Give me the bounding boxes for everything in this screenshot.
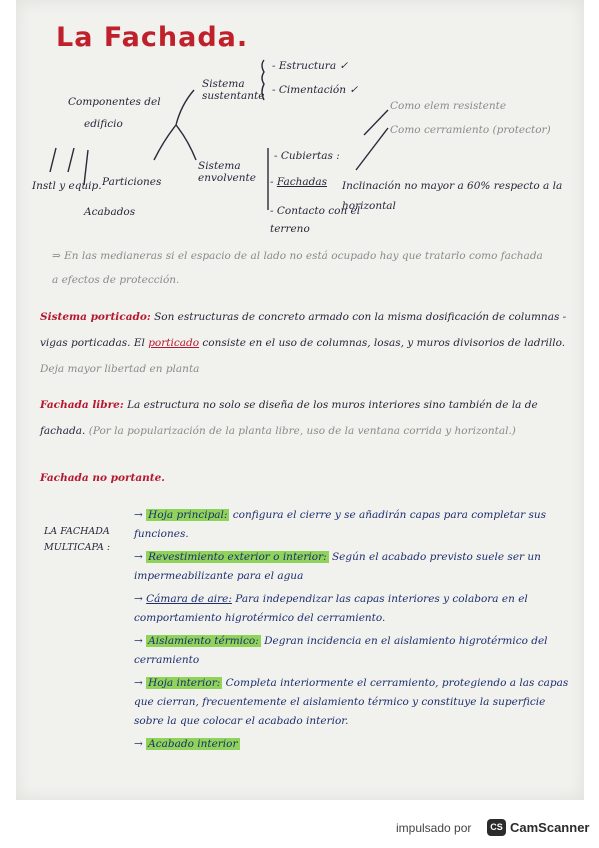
fachadas-bullet: - Fachadas xyxy=(270,176,327,188)
porticado-text-1: Son estructuras de concreto armado con la misma dosificación de xyxy=(154,311,506,323)
item-2-head: Revestimiento exterior o interior: xyxy=(148,551,327,563)
item-3-head: Cámara de aire: xyxy=(146,593,232,605)
camscanner-brand: CamScanner xyxy=(510,820,590,835)
multicapa-label: LA FACHADA MULTICAPA : xyxy=(44,526,111,553)
resistente-label: Como elem resistente xyxy=(390,100,507,112)
sistema-sustentante-label: Sistema sustentante xyxy=(202,78,265,102)
multicapa-item-4: → Aislamiento térmico: Degran incidencia en el aislamiento higrotérmico del cerramiento xyxy=(134,635,548,666)
multicapa-item-2: → Revestimiento exterior o interior: Según el acabado previsto suele ser un impermeabilizante para el agua xyxy=(134,551,541,582)
libre-text-2: de la de fachada. xyxy=(40,399,538,437)
item-1-head: Hoja principal: xyxy=(148,509,228,521)
item-3-l2: comportamiento higrotérmico del cerramiento. xyxy=(134,612,386,624)
item-3-l1: Para independizar las capas interiores y colabora en el xyxy=(235,593,528,605)
multicapa-item-1: → Hoja principal: configura el cierre y se añadirán capas para completar sus funciones. xyxy=(134,509,547,540)
multicapa-item-6: → Acabado interior xyxy=(134,738,238,750)
particiones-label: Particiones xyxy=(102,176,162,188)
acabados-label: Acabados xyxy=(84,206,136,218)
porticado-text-2: columnas - vigas porticadas. El xyxy=(40,311,567,349)
item-5-l3: sobre la que colocar el acabado interior. xyxy=(134,715,349,727)
libre-gray-1: (Por la popularización de la planta libre, uso de la ventana xyxy=(88,425,401,437)
libre-heading: Fachada libre: xyxy=(40,399,124,411)
item-5-l1: Completa interiormente el cerramiento, protegiendo a las capas xyxy=(225,677,569,689)
medianeras-note: ⇒ En las medianeras si el espacio de al lado no está ocupado hay que tratarlo como fachada a efectos de protección. xyxy=(52,250,543,286)
estructura-label: - Estructura ✓ xyxy=(272,60,349,72)
cerramiento-label: Como cerramiento (protector) xyxy=(390,124,551,136)
camscanner-logo-icon: CS xyxy=(487,819,506,836)
porticado-heading: Sistema porticado: xyxy=(40,311,151,323)
inst-label: Instl y equip. xyxy=(32,180,102,192)
item-4-head: Aislamiento térmico: xyxy=(148,635,259,647)
multicapa-list xyxy=(134,506,574,754)
powered-by-text: impulsado por xyxy=(396,821,472,835)
contacto-label: - Contacto con el terreno xyxy=(270,205,361,235)
libre-paragraph xyxy=(40,392,570,444)
porticado-word: porticado xyxy=(148,337,200,349)
fachadas-note: Inclinación no mayor a 60% respecto a la horizontal xyxy=(342,180,563,212)
item-1-l1: configura el cierre y se añadirán capas para completar xyxy=(232,509,526,521)
item-6-head: Acabado interior xyxy=(148,738,238,750)
porticado-paragraph xyxy=(40,304,570,382)
root-label-line1: Componentes del xyxy=(68,96,161,108)
porticado-gray-note: Deja mayor libertad en planta xyxy=(40,363,200,375)
sistema-envolvente-label: Sistema envolvente xyxy=(198,160,256,184)
page-title: La Fachada. xyxy=(56,22,249,53)
libre-text-1: La estructura no solo se diseña de los muros interiores sino también xyxy=(127,399,493,411)
libre-gray-2: corrida y horizontal.) xyxy=(403,425,516,437)
item-4-l2: cerramiento xyxy=(134,654,200,666)
item-5-head: Hoja interior: xyxy=(148,677,221,689)
no-portante-heading: Fachada no portante. xyxy=(40,472,165,484)
multicapa-item-5: → Hoja interior: Completa interiormente el cerramiento, protegiendo a las capas que cierran, frecuentemente el aislamiento térmico y constituye la superficie sobre la que colocar el acabado interior. xyxy=(134,677,569,727)
item-4-l1: Degran incidencia en el aislamiento higrotérmico del xyxy=(264,635,548,647)
root-label-line2: edificio xyxy=(84,118,123,130)
item-1-l2: sus funciones. xyxy=(134,509,547,540)
porticado-text-3: consiste en el uso de columnas, losas, y xyxy=(202,337,414,349)
cimentacion-label: - Cimentación ✓ xyxy=(272,84,359,96)
scanned-page xyxy=(16,0,584,800)
cubiertas-label: - Cubiertas : xyxy=(274,150,340,162)
porticado-text-4: muros divisorios de ladrillo. xyxy=(416,337,566,349)
item-5-l2: que cierran, frecuentemente el aislamiento térmico y constituye la superficie xyxy=(134,696,546,708)
item-2-l2: impermeabilizante para el agua xyxy=(134,570,304,582)
fachadas-label: Fachadas xyxy=(276,176,327,188)
footer xyxy=(0,808,599,848)
item-2-l1: Según el acabado previsto suele ser un xyxy=(331,551,541,563)
multicapa-item-3: → Cámara de aire: Para independizar las capas interiores y colabora en el comportamiento higrotérmico del cerramiento. xyxy=(134,593,528,624)
